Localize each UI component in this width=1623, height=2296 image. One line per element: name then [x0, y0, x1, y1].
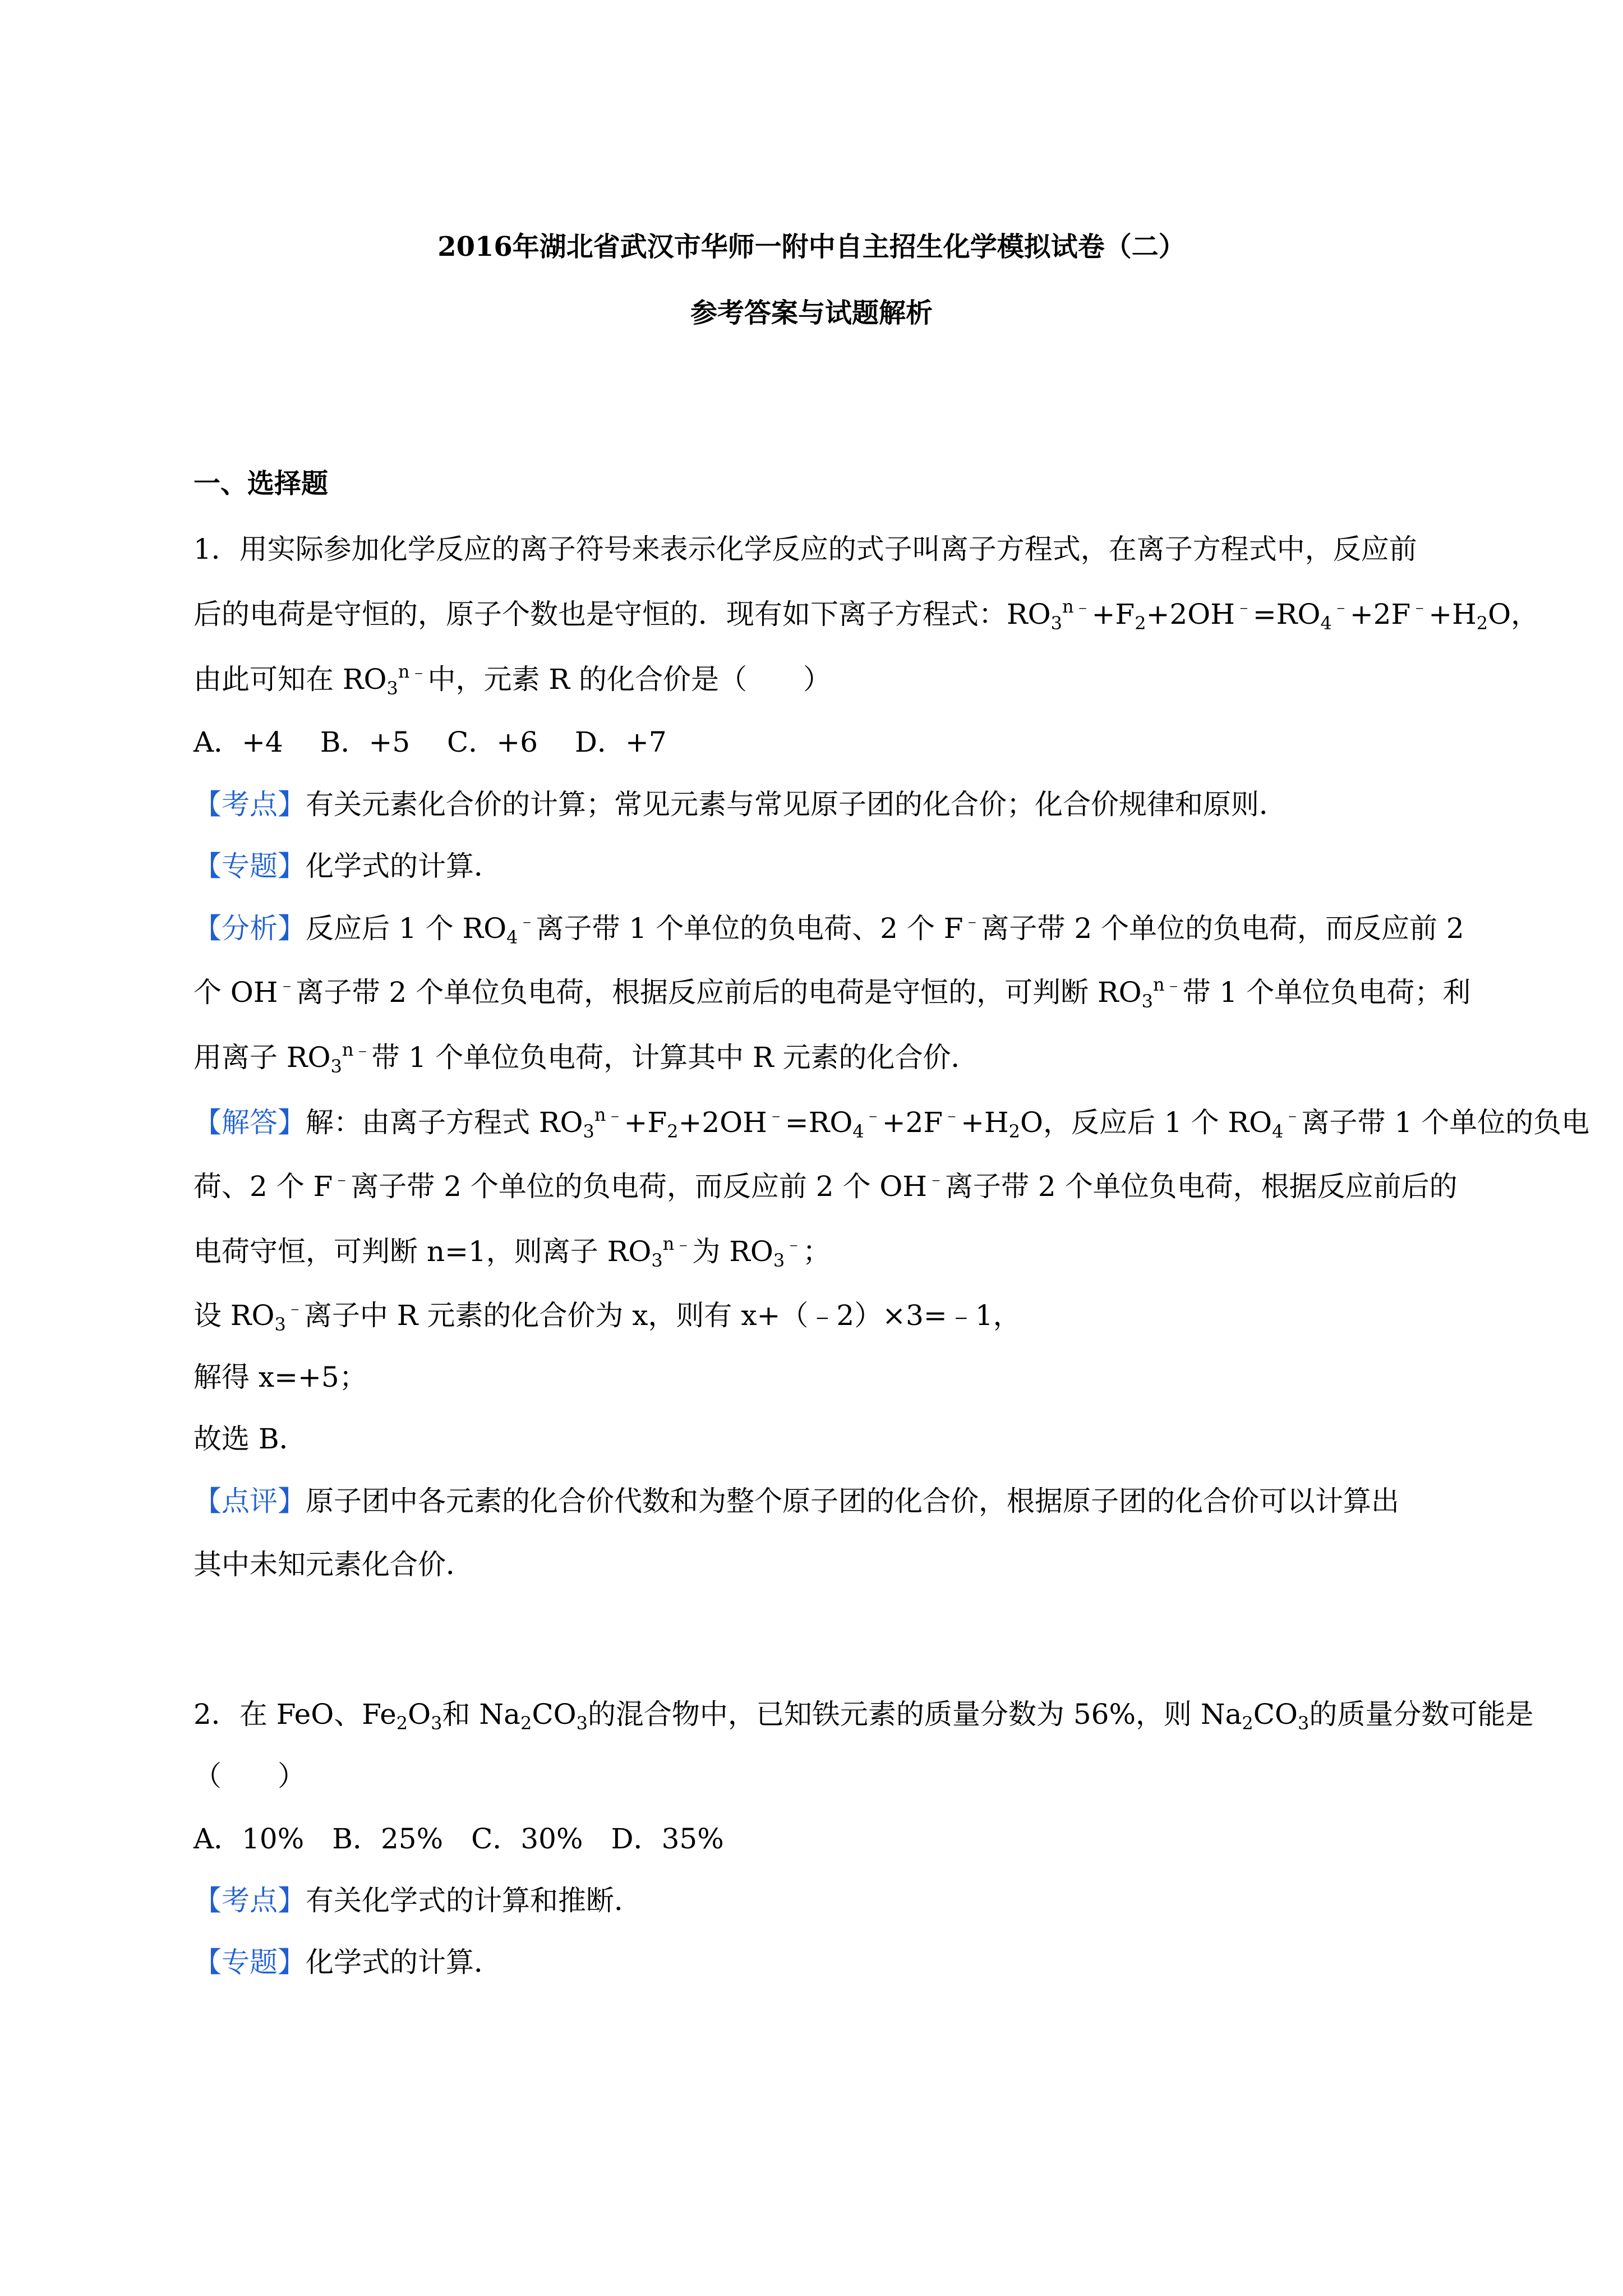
superscript: n﹣	[594, 1104, 624, 1125]
subscript: 4	[1272, 1121, 1284, 1142]
q1-jieda-line-5: 解得 x=+5；	[193, 1361, 367, 1393]
superscript: ﹣	[963, 910, 981, 931]
text-run: 解：由离子方程式 RO	[306, 1106, 583, 1139]
subscript: 3	[274, 1314, 286, 1335]
subscript: 4	[852, 1121, 864, 1142]
text-run: 化学式的计算．	[306, 1946, 502, 1978]
superscript: ﹣	[1331, 596, 1350, 617]
text-run: +2OH	[1146, 598, 1235, 631]
text-run: 后的电荷是守恒的，原子个数也是守恒的．现有如下离子方程式：RO	[193, 598, 1051, 631]
text-run: ，反应后 1 个 RO	[1043, 1106, 1272, 1139]
text-run: +2F	[882, 1106, 943, 1139]
subscript: 2	[1135, 613, 1146, 634]
subscript: 3	[386, 678, 398, 699]
superscript: ﹣	[785, 1233, 803, 1254]
q1-dianping-line-1	[193, 1484, 1436, 1519]
subscript: 4	[1320, 613, 1332, 634]
q1-jieda-line-3	[193, 1234, 1436, 1269]
text-run: +F	[1091, 598, 1135, 631]
q1-jieda-line-6: 故选 B．	[193, 1423, 307, 1455]
q1-stem-line-2	[193, 596, 1539, 634]
superscript: ﹣	[943, 1104, 961, 1125]
q1-zhuanti	[193, 849, 1436, 884]
superscript: n﹣	[1153, 974, 1183, 995]
zhuanti-tag: 【专题】	[193, 850, 306, 882]
page-title: 2016年湖北省武汉市华师一附中自主招生化学模拟试卷（二）	[437, 231, 1186, 263]
subscript: 2	[1242, 1713, 1253, 1734]
subscript: 2	[1476, 613, 1488, 634]
text-run: O	[408, 1698, 431, 1731]
q2-zhuanti	[193, 1945, 1436, 1980]
text-run: 离子带 2 个单位的负电荷，而反应前 2 个 OH	[351, 1170, 927, 1203]
text-run: O	[1020, 1106, 1043, 1139]
subscript: 3	[1298, 1713, 1310, 1734]
text-run: 用离子 RO	[193, 1041, 331, 1074]
subscript: 3	[1050, 613, 1062, 634]
q1-dianping-line-2: 其中未知元素化合价．	[193, 1548, 474, 1581]
superscript: n﹣	[398, 661, 428, 682]
q1-options: A．+4 B．+5 C．+6 D．+7	[193, 726, 667, 758]
subscript: 3	[431, 1713, 442, 1734]
superscript: ﹣	[767, 1104, 785, 1125]
subscript: 3	[651, 1250, 663, 1271]
text-run: CO	[532, 1698, 577, 1731]
subscript: 2	[520, 1713, 532, 1734]
section-title: 一、选择题	[193, 468, 329, 499]
q2-kaodian	[193, 1883, 1436, 1918]
text-run: +2F	[1349, 598, 1411, 631]
dianping-tag: 【点评】	[193, 1485, 306, 1517]
text-run: 离子中 R 元素的化合价为 x，则有 x+（﹣2）×3=﹣1，	[303, 1299, 1021, 1332]
text-run: 由此可知在 RO	[193, 663, 387, 696]
subscript: 2	[396, 1713, 408, 1734]
jieda-tag: 【解答】	[193, 1106, 306, 1139]
text-run: 带 1 个单位负电荷；利	[1182, 976, 1471, 1009]
text-run: 为 RO	[692, 1235, 773, 1268]
q1-fenxi-line-2	[193, 974, 1471, 1012]
text-run: 离子带 1 个单位的负电荷、2 个 F	[536, 912, 963, 945]
text-run: 化学式的计算．	[306, 850, 502, 882]
text-run: 离子带 2 个单位负电荷，根据反应前后的电荷是守恒的，可判断 RO	[296, 976, 1142, 1009]
q1-jieda-line-2	[193, 1168, 1458, 1204]
subscript: 3	[576, 1713, 588, 1734]
q1-stem-line-1	[193, 532, 1436, 567]
superscript: ﹣	[1283, 1104, 1302, 1125]
q2-stem-line-1	[193, 1697, 1534, 1734]
zhuanti-tag: 【专题】	[193, 1946, 306, 1978]
q1-stem-line-3	[193, 662, 1436, 697]
subscript: 2	[1008, 1121, 1020, 1142]
text-run: 荷、2 个 F	[193, 1170, 333, 1203]
text-run: +H	[961, 1106, 1009, 1139]
text-run: 的质量分数可能是	[1309, 1698, 1534, 1731]
superscript: n﹣	[662, 1233, 693, 1254]
subscript: 3	[773, 1250, 785, 1271]
text-run: 设 RO	[193, 1299, 275, 1332]
subscript: 2	[667, 1121, 679, 1142]
page-subtitle: 参考答案与试题解析	[690, 297, 933, 329]
text-run: 有关元素化合价的计算；常见元素与常见原子团的化合价；化合价规律和原则．	[306, 788, 1287, 821]
text-run: CO	[1253, 1698, 1298, 1731]
kaodian-tag: 【考点】	[193, 788, 306, 821]
text-run: O，	[1488, 598, 1539, 631]
text-run: 1．用实际参加化学反应的离子符号来表示化学反应的式子叫离子方程式，在离子方程式中，反应前	[193, 533, 1417, 565]
text-run: =RO	[1252, 598, 1321, 631]
text-run: 离子带 2 个单位的负电荷，而反应前 2	[981, 912, 1464, 945]
text-run: 反应后 1 个 RO	[306, 912, 507, 945]
subscript: 4	[506, 927, 518, 948]
text-run: 有关化学式的计算和推断．	[306, 1884, 642, 1917]
q1-fenxi-line-1	[193, 910, 1464, 948]
text-run: 离子带 2 个单位负电荷，根据反应前后的	[945, 1170, 1458, 1203]
q1-jieda-line-4	[193, 1298, 1436, 1333]
text-run: 个 OH	[193, 976, 278, 1009]
text-run: 2．在 FeO、Fe	[193, 1698, 396, 1731]
superscript: n﹣	[342, 1039, 372, 1060]
text-run: +2OH	[678, 1106, 767, 1139]
text-run: 原子团中各元素的化合价代数和为整个原子团的化合价，根据原子团的化合价可以计算出	[306, 1485, 1399, 1517]
superscript: ﹣	[1234, 596, 1253, 617]
superscript: ﹣	[333, 1168, 351, 1189]
superscript: ﹣	[285, 1297, 304, 1318]
subscript: 3	[330, 1056, 342, 1077]
q2-stem-line-2: （ ）	[193, 1760, 306, 1792]
superscript: ﹣	[1410, 596, 1429, 617]
text-run: ；	[803, 1235, 831, 1268]
text-run: +F	[624, 1106, 667, 1139]
text-run: 和 Na	[442, 1698, 520, 1731]
text-run: 离子带 1 个单位的负电	[1301, 1106, 1590, 1139]
subscript: 3	[583, 1121, 594, 1142]
q1-kaodian	[193, 787, 1436, 822]
superscript: ﹣	[278, 974, 296, 995]
subscript: 3	[1141, 991, 1154, 1012]
superscript: n﹣	[1062, 596, 1092, 617]
q2-options: A．10% B．25% C．30% D．35%	[193, 1823, 724, 1855]
text-run: =RO	[785, 1106, 853, 1139]
text-run: 电荷守恒，可判断 n=1，则离子 RO	[193, 1235, 652, 1268]
text-run: +H	[1428, 598, 1477, 631]
superscript: ﹣	[518, 910, 536, 931]
q1-fenxi-line-3	[193, 1040, 1436, 1075]
text-run: 中，元素 R 的化合价是（ ）	[427, 663, 831, 696]
superscript: ﹣	[927, 1168, 946, 1189]
text-run: 的混合物中，已知铁元素的质量分数为 56%，则 Na	[587, 1698, 1242, 1731]
q1-jieda-line-1	[193, 1104, 1590, 1142]
kaodian-tag: 【考点】	[193, 1884, 306, 1917]
text-run: 带 1 个单位负电荷，计算其中 R 元素的化合价．	[371, 1041, 979, 1074]
superscript: ﹣	[864, 1104, 882, 1125]
fenxi-tag: 【分析】	[193, 912, 306, 945]
